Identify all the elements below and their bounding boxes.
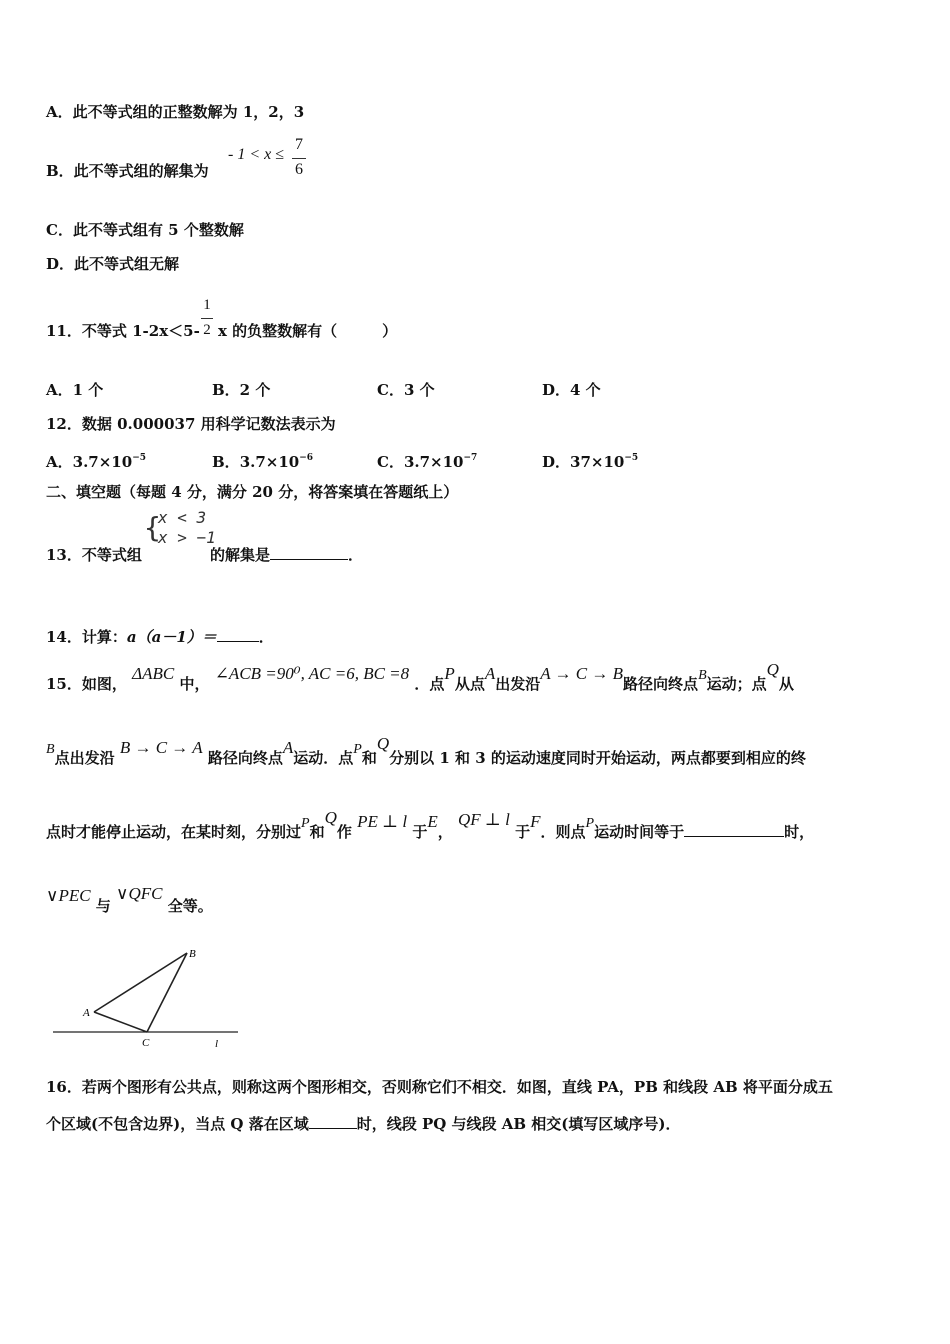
q12-stem: 12．数据 0.000037 用科学记数法表示为 [46,415,336,433]
q10-b-frac-den: 6 [295,161,303,178]
label-b: B [189,948,196,960]
q12-option-a: A．$3.7\times 10^{-5}$ [46,453,146,471]
q10-b-frac-bar [292,158,306,159]
q11-stem-suffix: x 的负整数解有（ ） [218,322,398,340]
q10-option-b [46,161,209,181]
label-l: l [215,1038,219,1050]
q16-line2: 个区域(不包含边界)，当点 Q 落在区域 时，线段 PQ 与线段 AB 相交(填写区域序号)． [46,1115,681,1133]
q14-line: 14．计算：a（a－1）＝ ． [46,628,274,646]
q13-system-line2: x > −1 [158,528,216,547]
q11-option-d: D．4 个 [542,381,601,399]
segment-ab [94,953,187,1012]
q13-system-line1: x < 3 [158,508,207,527]
q16-line1: 16．若两个图形有公共点，则称这两个图形相交，否则称它们不相交．如图，直线 PA，PB 和线段 AB 将平面分成五 [46,1078,833,1096]
q13-suffix: 的解集是 ． [210,546,364,564]
q10-option-d: D．此不等式组无解 [46,255,180,273]
q15-answer-blank[interactable] [684,822,784,837]
q11-option-b: B．2 个 [212,381,271,399]
q15-line3: 点时才能停止运动，在某时刻，分别过P和Q作 PE ⊥ l 于E， QF ⊥ l 于F．则点P运动时间等于 时， [46,808,815,841]
q10-option-c: C．此不等式组有 5 个整数解 [46,221,244,239]
q13-brace: { [144,511,161,544]
q10-option-a: A．此不等式组的正整数解为 1，2，3 [46,103,305,121]
q10-b-frac-num: 7 [295,136,303,153]
q11-option-a: A．1 个 [46,381,104,399]
q10-option-b-text: B．此不等式组的解集为 [46,162,209,180]
q11-frac-num: 1 [203,297,211,313]
q14-answer-blank[interactable] [217,627,259,642]
q15-line1: 15．如图， ΔABC 中， ∠ACB =90⁰, AC =6, BC =8 ．点P从点A出发沿A → C → B路径向终点B运动；点Q从 [46,660,794,693]
q11-option-c: C．3 个 [377,381,435,399]
q11-frac-bar [201,318,213,319]
q11-frac-den: 2 [203,322,211,338]
label-c: C [142,1037,150,1049]
q12-option-c: C．$3.7\times 10^{-7}$ [377,453,478,471]
q15-line2: B点出发沿 B → C → A 路径向终点A运动．点P和Q分别以 1 和 3 的运动速度同时开始运动，两点都要到相应的终 [46,734,806,767]
q15-triangle-figure [48,940,248,1052]
q12-option-b: B．$3.7\times 10^{-6}$ [212,453,314,471]
label-a: A [83,1007,90,1019]
q12-option-d: D．$37\times 10^{-5}$ [542,453,639,471]
q15-line4: ∨PEC 与 ∨QFC 全等。 [46,884,213,915]
segment-ac [94,1012,147,1032]
section-heading-fill-in: 二、填空题（每题 4 分，满分 20 分，将答案填在答题纸上） [46,483,459,501]
q13-prefix: 13．不等式组 [46,546,142,564]
q11-stem-prefix: 11．不等式 1-2x＜5- [46,322,200,340]
q16-answer-blank[interactable] [309,1114,357,1129]
q10-b-math: - 1 < x ≤ [228,146,285,163]
q13-answer-blank[interactable] [270,545,348,560]
